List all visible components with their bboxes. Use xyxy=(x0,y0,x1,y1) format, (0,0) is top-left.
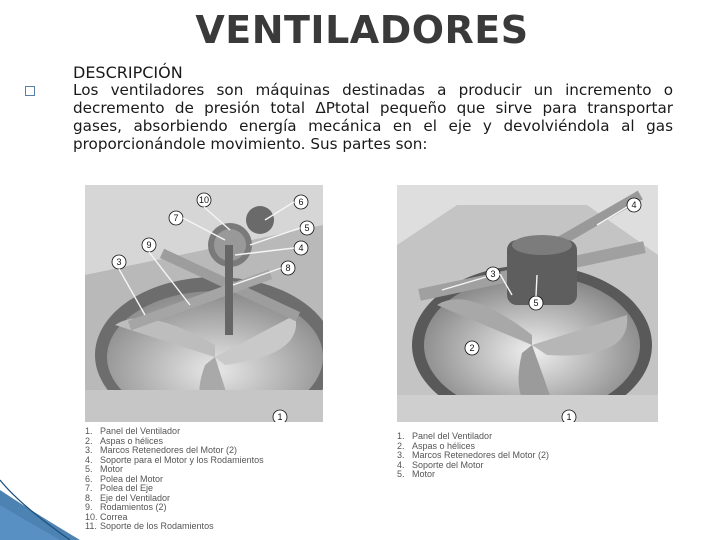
decorative-corner-wave xyxy=(0,450,80,540)
legend-item: 11. Soporte de los Rodamientos xyxy=(85,521,214,531)
bullet-icon xyxy=(25,86,35,96)
section-heading: DESCRIPCIÓN xyxy=(73,63,183,82)
callout-label: 9 xyxy=(146,240,152,250)
callout-label: 7 xyxy=(173,213,179,223)
callout-label: 6 xyxy=(298,197,304,207)
legend-item: 2. Aspas o hélices xyxy=(85,435,164,446)
legend-item: 6. Polea del Motor xyxy=(85,473,164,484)
legend-item: 10. Correa xyxy=(85,511,128,522)
legend-item: 3. Marcos Retenedores del Motor (2) xyxy=(397,450,550,460)
callout-label: 4 xyxy=(298,243,304,253)
legend-left xyxy=(85,427,264,532)
callout-label: 5 xyxy=(533,298,539,308)
legend-item: 2. Aspas o hélices xyxy=(397,440,476,451)
callout-label: 5 xyxy=(304,223,310,233)
legend-item: 3. Marcos Retenedores del Motor (2) xyxy=(85,445,238,455)
legend-item: 7. Polea del Eje xyxy=(85,483,154,493)
legend-item: 1. Panel del Ventilador xyxy=(397,431,493,441)
callout-label: 3 xyxy=(490,269,496,279)
callout-label: 8 xyxy=(285,263,291,273)
legend-item: 8. Eje del Ventilador xyxy=(85,492,171,503)
belt-drive-fan-photo xyxy=(85,185,323,422)
description-paragraph: Los ventiladores son máquinas destinadas a producir un incremento o decremento de presión total ΔPtotal pequeño que sirve para transportar gases, absorbiendo energía mecánica en el eje y devolviéndola al gas proporcionándole movimiento. Sus partes son: xyxy=(73,81,673,153)
legend-right xyxy=(397,432,549,480)
callout-label: 3 xyxy=(116,257,122,267)
callout-label: 10 xyxy=(198,195,210,205)
slide-title: VENTILADORES xyxy=(195,8,529,52)
legend-item: 9. Rodamientos (2) xyxy=(85,502,167,512)
callout-label: 2 xyxy=(469,343,475,353)
callout-label: 1 xyxy=(566,412,572,422)
legend-item: 4. Soporte para el Motor y los Rodamientos xyxy=(85,454,264,465)
legend-item: 5. Motor xyxy=(85,464,124,474)
direct-drive-fan-photo xyxy=(397,185,658,422)
callout-label: 1 xyxy=(277,412,283,422)
legend-item: 5. Motor xyxy=(397,469,436,479)
legend-item: 1. Panel del Ventilador xyxy=(85,426,181,436)
legend-item: 4. Soporte del Motor xyxy=(397,459,484,470)
callout-label: 4 xyxy=(631,200,637,210)
